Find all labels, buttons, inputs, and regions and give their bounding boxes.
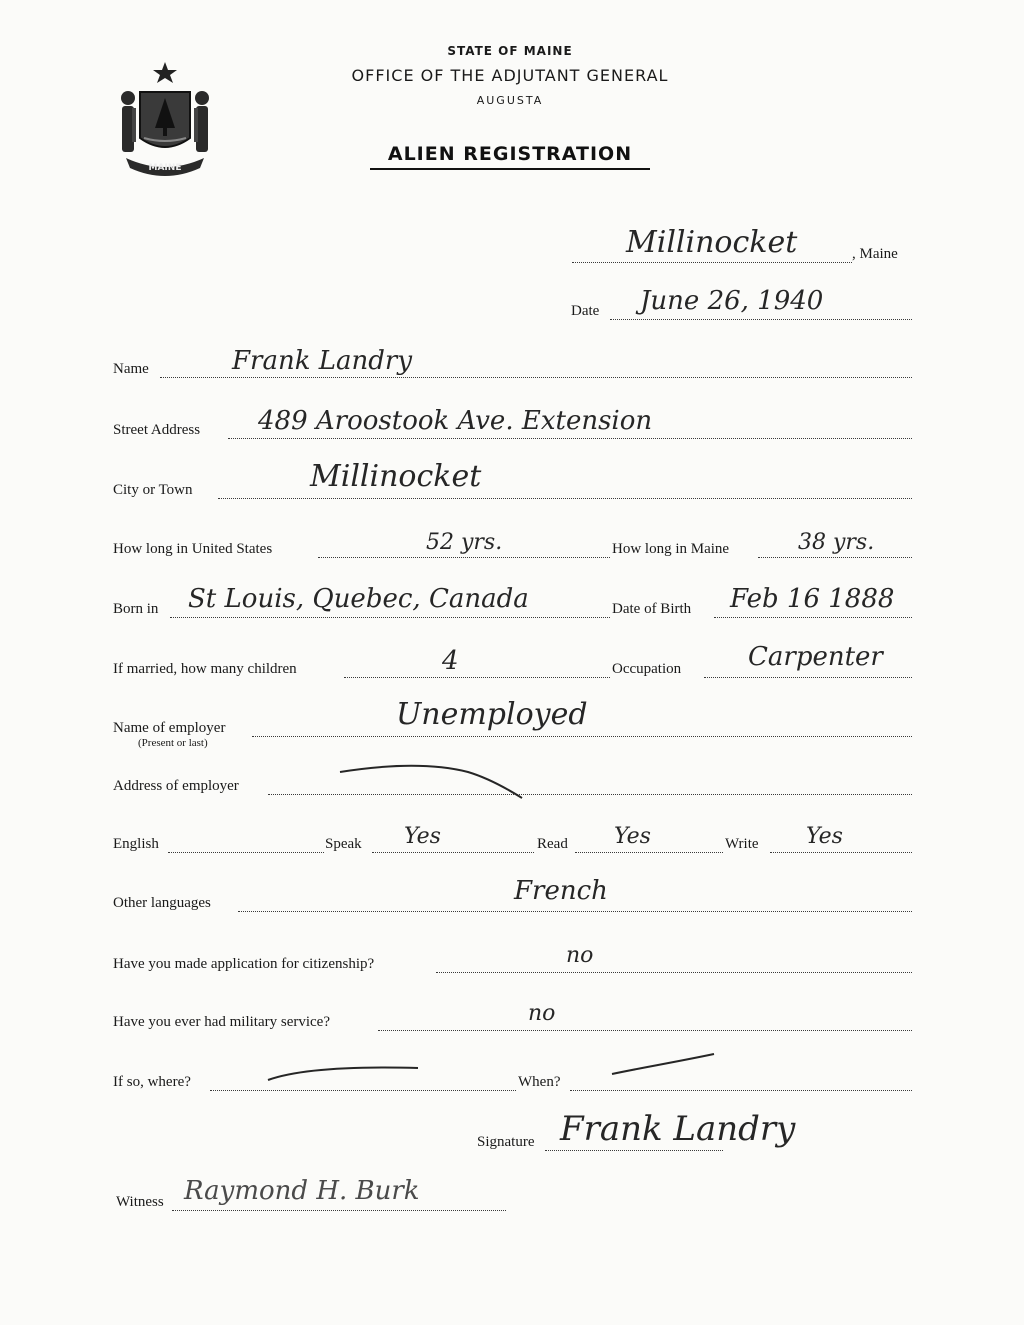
town-value: Millinocket [626,225,798,260]
children-value: 4 [442,646,459,676]
city-label: City or Town [113,482,193,498]
street-value: 489 Aroostook Ave. Extension [258,406,653,436]
header-state: STATE OF MAINE [447,44,573,58]
military-label: Have you ever had military service? [113,1014,330,1030]
how-long-us-value: 52 yrs. [426,530,503,555]
when-dash [610,1050,716,1078]
svg-text:MAINE: MAINE [148,163,182,173]
where-label: If so, where? [113,1074,191,1090]
witness-label: Witness [116,1194,164,1210]
employer-address-label: Address of employer [113,778,239,794]
form-title: ALIEN REGISTRATION [370,143,650,170]
employer-note: (Present or last) [138,737,208,749]
read-label: Read [537,836,568,852]
street-label: Street Address [113,422,201,438]
where-dash [266,1062,422,1084]
date-value: June 26, 1940 [640,286,824,316]
born-in-value: St Louis, Quebec, Canada [188,584,529,614]
speak-value: Yes [404,824,441,849]
employer-label: Name of employer [113,720,226,736]
born-in-label: Born in [113,601,159,617]
witness-value: Raymond H. Burk [184,1176,420,1206]
city-value: Millinocket [310,459,482,494]
write-value: Yes [806,824,843,849]
write-label: Write [725,836,759,852]
other-languages-label: Other languages [113,895,211,911]
citizenship-value: no [566,943,594,968]
signature-value: Frank Landry [560,1109,796,1149]
read-value: Yes [614,824,651,849]
military-value: no [528,1001,556,1026]
signature-label: Signature [477,1134,535,1150]
maine-label: , Maine [852,246,898,262]
how-long-us-label: How long in United States [113,541,273,557]
header-office: OFFICE OF THE ADJUTANT GENERAL [351,66,669,85]
dob-label: Date of Birth [612,601,692,617]
english-label: English [113,836,159,852]
dob-value: Feb 16 1888 [730,584,895,614]
maine-seal-icon [112,58,218,182]
when-label: When? [518,1074,561,1090]
citizenship-label: Have you made application for citizenship? [113,956,375,972]
how-long-maine-value: 38 yrs. [798,530,875,555]
name-label: Name [113,361,149,377]
employer-address-dash [338,760,528,802]
date-label: Date [571,303,600,319]
children-label: If married, how many children [113,661,297,677]
how-long-maine-label: How long in Maine [612,541,730,557]
occupation-label: Occupation [612,661,682,677]
speak-label: Speak [325,836,362,852]
name-value: Frank Landry [232,346,413,376]
header-city: AUGUSTA [476,94,544,107]
occupation-value: Carpenter [748,642,883,672]
other-languages-value: French [514,876,608,906]
employer-value: Unemployed [396,697,588,732]
